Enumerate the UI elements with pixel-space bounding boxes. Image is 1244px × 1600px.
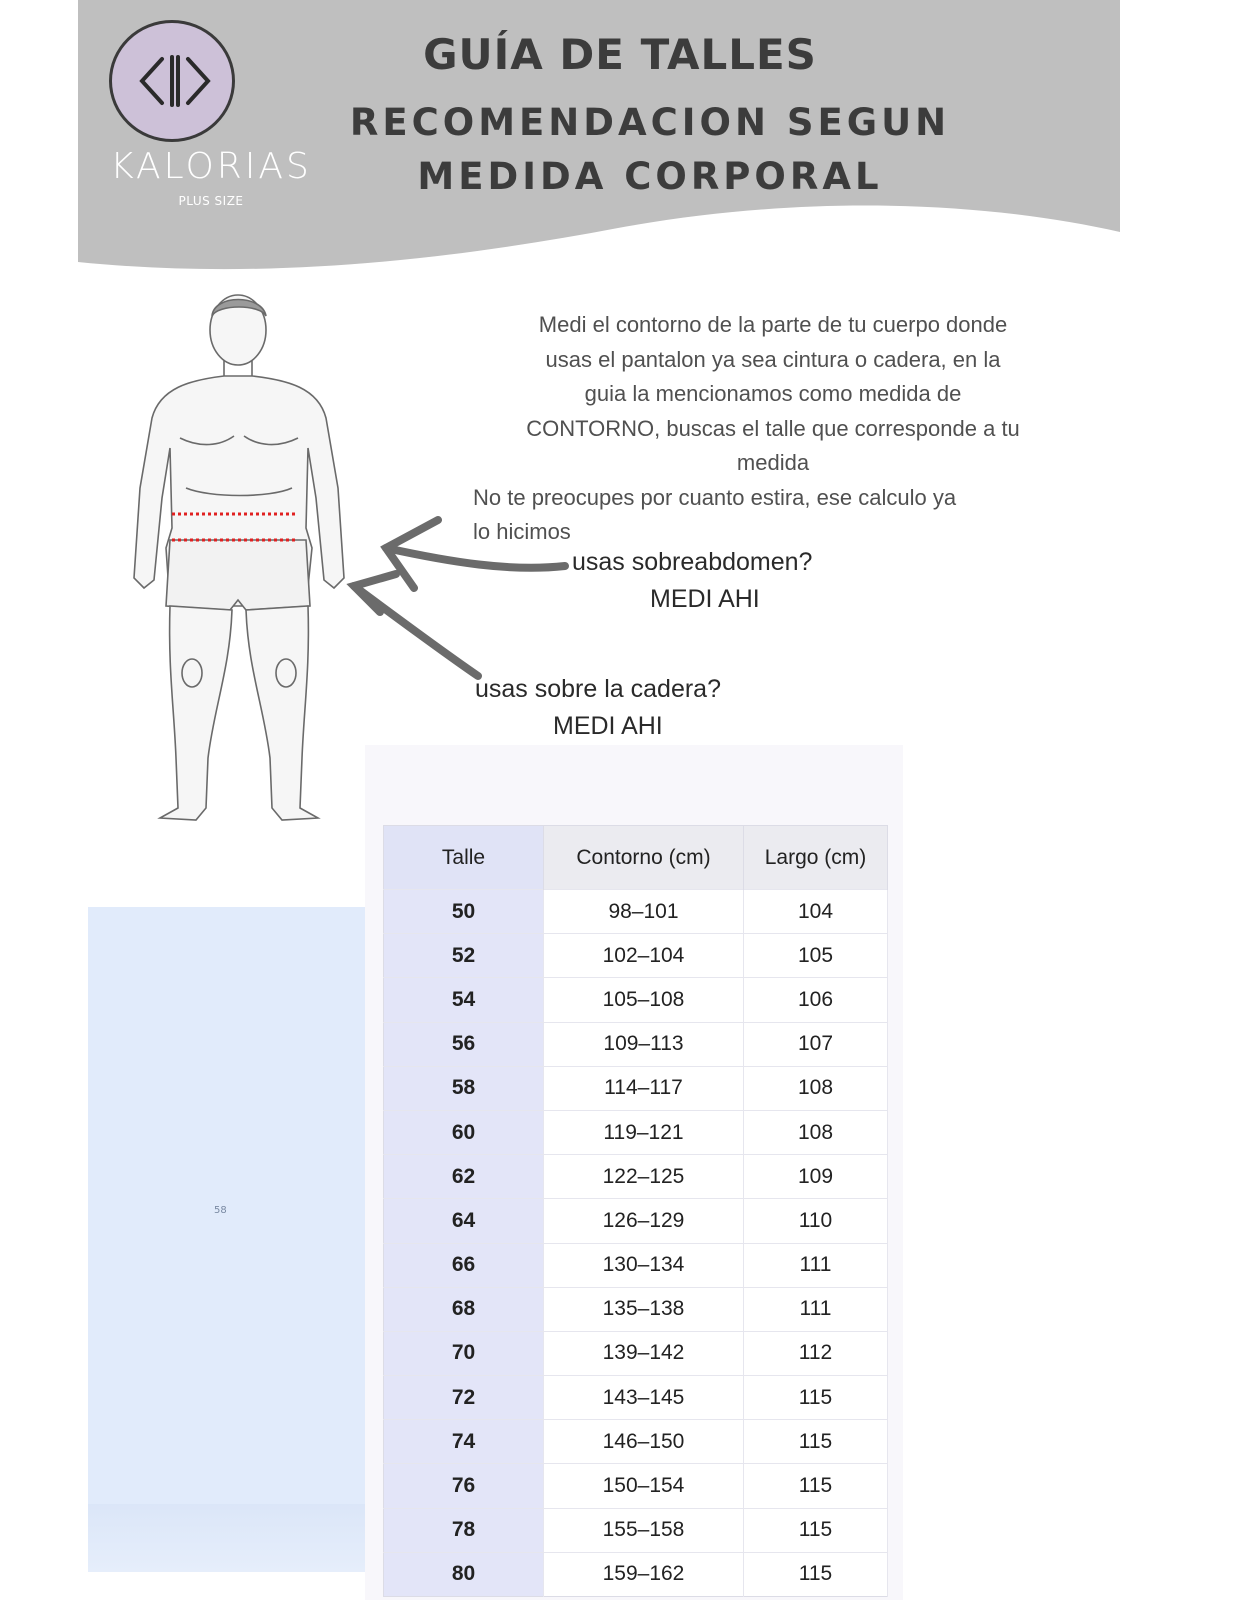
size-table [383, 825, 888, 1597]
table-row [384, 978, 888, 1022]
cell-talle: 62 [384, 1155, 544, 1199]
page-subtitle [330, 96, 970, 204]
cell-largo: 104 [744, 890, 888, 934]
table-row [384, 1287, 888, 1331]
cell-contorno: 102–104 [544, 934, 744, 978]
cell-talle: 66 [384, 1243, 544, 1287]
cell-contorno: 150–154 [544, 1464, 744, 1508]
cell-contorno: 105–108 [544, 978, 744, 1022]
table-row [384, 1199, 888, 1243]
table-row [384, 1022, 888, 1066]
cell-largo: 115 [744, 1376, 888, 1420]
cell-contorno: 135–138 [544, 1287, 744, 1331]
logo-mark [109, 20, 235, 142]
cell-contorno: 146–150 [544, 1420, 744, 1464]
hip-question: usas sobre la cadera? [475, 675, 721, 703]
table-row [384, 1243, 888, 1287]
cell-contorno: 139–142 [544, 1331, 744, 1375]
cell-largo: 112 [744, 1331, 888, 1375]
cell-talle: 52 [384, 934, 544, 978]
waist-arrow-icon [386, 548, 565, 568]
cell-talle: 54 [384, 978, 544, 1022]
cell-largo: 109 [744, 1155, 888, 1199]
hip-action: MEDI AHI [553, 712, 663, 740]
note-line: No te preocupes por cuanto estira, ese calculo ya [473, 484, 957, 510]
cell-contorno: 159–162 [544, 1552, 744, 1596]
cell-contorno: 98–101 [544, 890, 744, 934]
abdomen-action: MEDI AHI [650, 585, 760, 613]
cell-largo: 115 [744, 1464, 888, 1508]
size-table-container [365, 745, 903, 1600]
cell-largo: 110 [744, 1199, 888, 1243]
cell-talle: 70 [384, 1331, 544, 1375]
cell-talle: 58 [384, 1066, 544, 1110]
table-row [384, 934, 888, 978]
table-row [384, 890, 888, 934]
cell-contorno: 109–113 [544, 1022, 744, 1066]
brand-tagline: PLUS SIZE [178, 194, 244, 208]
cell-largo: 107 [744, 1022, 888, 1066]
cell-talle: 76 [384, 1464, 544, 1508]
cell-largo: 115 [744, 1552, 888, 1596]
cell-largo: 108 [744, 1066, 888, 1110]
instruction-line: guia la mencionamos como medida de [584, 381, 962, 406]
table-header-row [384, 826, 888, 890]
instruction-line: usas el pantalon ya sea cintura o cadera, en la [545, 346, 1001, 372]
cell-contorno: 122–125 [544, 1155, 744, 1199]
cell-talle: 74 [384, 1420, 544, 1464]
instruction-line: Medi el contorno de la parte de tu cuerpo donde [538, 312, 1008, 337]
header-contorno: Contorno (cm) [544, 826, 744, 890]
table-row [384, 1155, 888, 1199]
table-row [384, 1464, 888, 1508]
note-line: lo hicimos [473, 519, 571, 544]
cell-contorno: 155–158 [544, 1508, 744, 1552]
cell-talle: 72 [384, 1376, 544, 1420]
header-talle: Talle [384, 826, 544, 890]
brand-name: KALORIAS [110, 146, 312, 187]
table-row [384, 1066, 888, 1110]
table-row [384, 1331, 888, 1375]
instruction-line: CONTORNO, buscas el talle que corresponde a tu [526, 415, 1020, 441]
cell-contorno: 119–121 [544, 1110, 744, 1154]
cell-largo: 115 [744, 1420, 888, 1464]
side-panel-fade [88, 1504, 365, 1572]
cell-largo: 106 [744, 978, 888, 1022]
table-row [384, 1420, 888, 1464]
cell-talle: 60 [384, 1110, 544, 1154]
cell-talle: 68 [384, 1287, 544, 1331]
instructions-text [473, 308, 1073, 550]
abdomen-question: usas sobreabdomen? [572, 548, 813, 576]
cell-largo: 115 [744, 1508, 888, 1552]
header-largo: Largo (cm) [744, 826, 888, 890]
instruction-line: medida [736, 450, 810, 475]
table-row [384, 1552, 888, 1596]
body-figure-illustration [120, 288, 360, 836]
cell-largo: 111 [744, 1243, 888, 1287]
table-row [384, 1110, 888, 1154]
page-title: GUÍA DE TALLES [423, 30, 817, 79]
subtitle-line-2: MEDIDA CORPORAL [417, 155, 883, 198]
table-row [384, 1376, 888, 1420]
cell-talle: 56 [384, 1022, 544, 1066]
cell-talle: 78 [384, 1508, 544, 1552]
table-body [384, 890, 888, 1597]
cell-contorno: 130–134 [544, 1243, 744, 1287]
cell-largo: 111 [744, 1287, 888, 1331]
kk-logo-icon [112, 23, 232, 139]
cell-contorno: 126–129 [544, 1199, 744, 1243]
table-row [384, 1508, 888, 1552]
cell-talle: 64 [384, 1199, 544, 1243]
cell-contorno: 143–145 [544, 1376, 744, 1420]
cell-contorno: 114–117 [544, 1066, 744, 1110]
subtitle-line-1: RECOMENDACION SEGUN [349, 101, 951, 144]
cell-largo: 105 [744, 934, 888, 978]
cell-talle: 50 [384, 890, 544, 934]
cell-largo: 108 [744, 1110, 888, 1154]
side-panel [88, 907, 365, 1572]
side-panel-label: 58 [214, 1205, 227, 1216]
cell-talle: 80 [384, 1552, 544, 1596]
